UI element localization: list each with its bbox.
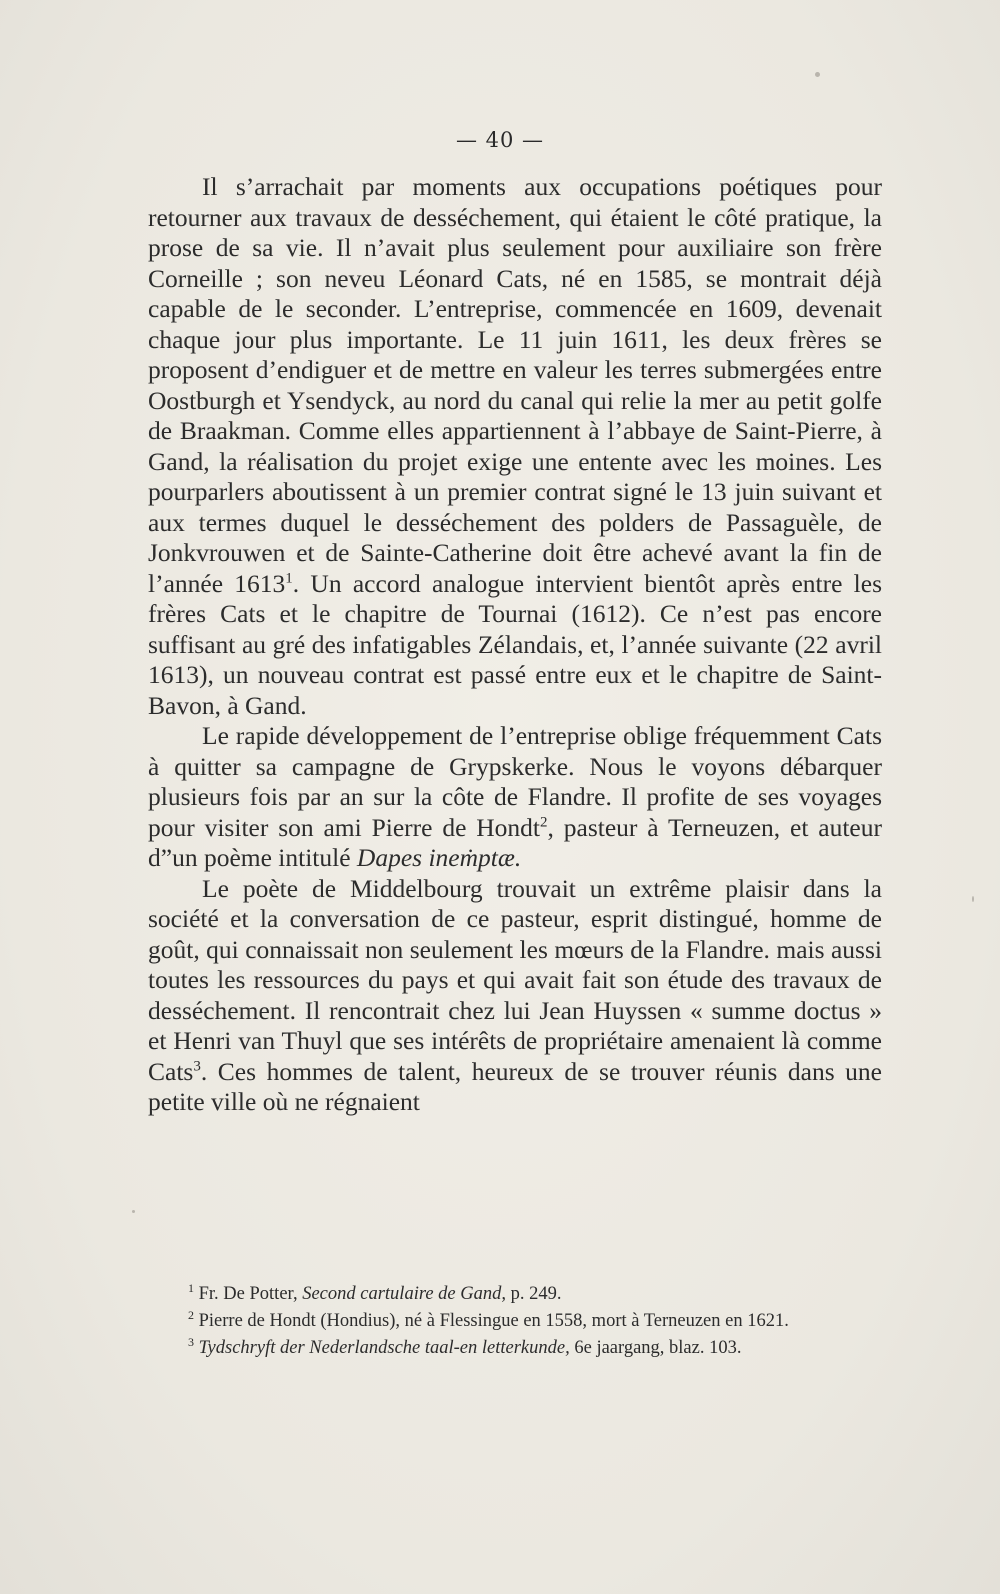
footnote-title: Second cartulaire de Gand, (302, 1284, 507, 1304)
footnote-mark: 2 (188, 1307, 194, 1322)
footnote-ref: 3 (193, 1058, 201, 1074)
paragraph-text: Il s’arrachait par moments aux occupations poétiques pour retourner aux travaux de desséchement, qui étaient le côté pratique, la prose de sa vie. Il n’avait plus seulement pour auxiliaire son frère Corneille ; son neveu Léonard Cats, né en 1585, se montrait déjà capable de le seconder. L’entreprise, commencée en 1609, devenait chaque jour plus importante. Le 11 juin 1611, les deux frères se proposent d’endiguer et de mettre en valeur les terres submergées entre Oostburgh et Ysendyck, au nord du canal qui relie la mer au petit golfe de Braakman. Comme elles appartiennent à l’abbaye de Saint-Pierre, à Gand, la réalisation du projet exige une entente avec les moines. Les pourparlers aboutissent à un premier contrat signé le 13 juin suivant et aux termes duquel le desséchement des polders de Passaguèle, de Jonkvrouwen et de Sainte-Catherine doit être achevé avant la fin de l’année 1613 (148, 172, 882, 598)
paragraph-text: Le rapide développement de l’entreprise oblige fréquemment Cats à quitter sa campagne de Grypskerke. Nous le voyons débarquer plusieurs fois par an sur la côte de Flandre. Il profite de ses voyages pour visiter son ami Pierre de Hondt (148, 721, 882, 842)
page-number: — 40 — (455, 128, 545, 152)
paper-speck (815, 72, 820, 77)
paper-speck (972, 896, 974, 902)
paragraph-text: , pasteur à Terneuzen, et auteur d”un poème intitulé (148, 812, 882, 872)
paragraph (148, 874, 882, 1118)
paragraph-text: . Un accord analogue intervient bientôt après entre les frères Cats et le chapitre de Tournai (1612). Ce n’est pas encore suffisant au gré des infatigables Zélandais, et, l’année suivante (22 avril 1613), un nouveau contrat est passé entre eux et le chapitre de Saint-Bavon, à Gand. (148, 568, 883, 720)
main-text (148, 172, 882, 1118)
footnote-mark: 3 (188, 1334, 194, 1349)
paper-speck (132, 1210, 135, 1213)
paragraph-text: Le poète de Middelbourg trouvait un extrême plaisir dans la société et la conversation de ce pasteur, esprit distingué, homme de goût, qui connaissait non seulement les mœurs de la Flandre. mais aussi toutes les ressources du pays et qui avait fait son étude des travaux de desséchement. Il rencontrait chez lui Jean Huyssen « summe doctus » et Henri van Thuyl que ses intérêts de propriétaire amenaient là comme Cats (148, 873, 882, 1086)
footnote: $^3$ Tydschryft der Nederlandsche taal-en letterkunde, 6e jaargang, blaz. 103. (188, 1334, 742, 1358)
footnote-ref: 1 (285, 570, 293, 586)
paragraph (148, 172, 882, 721)
poem-title: Dapes ineṁptæ. (356, 843, 522, 872)
footnote-ref: 2 (540, 814, 548, 830)
footnote: $^1$ Fr. De Potter, Second cartulaire de Gand, p. 249. (188, 1280, 562, 1304)
footnote-title: Tydschryft der Nederlandsche taal-en letterkunde, (198, 1338, 570, 1358)
paragraph (148, 721, 882, 874)
paragraph-text: . Ces hommes de talent, heureux de se trouver réunis dans une petite ville où ne régnaient (148, 1056, 882, 1116)
footnote: $^2$ Pierre de Hondt (Hondius), né à Flessingue en 1558, mort à Terneuzen en 1621. (188, 1307, 789, 1331)
footnote-mark: 1 (188, 1280, 194, 1295)
footnotes (148, 1280, 882, 1365)
